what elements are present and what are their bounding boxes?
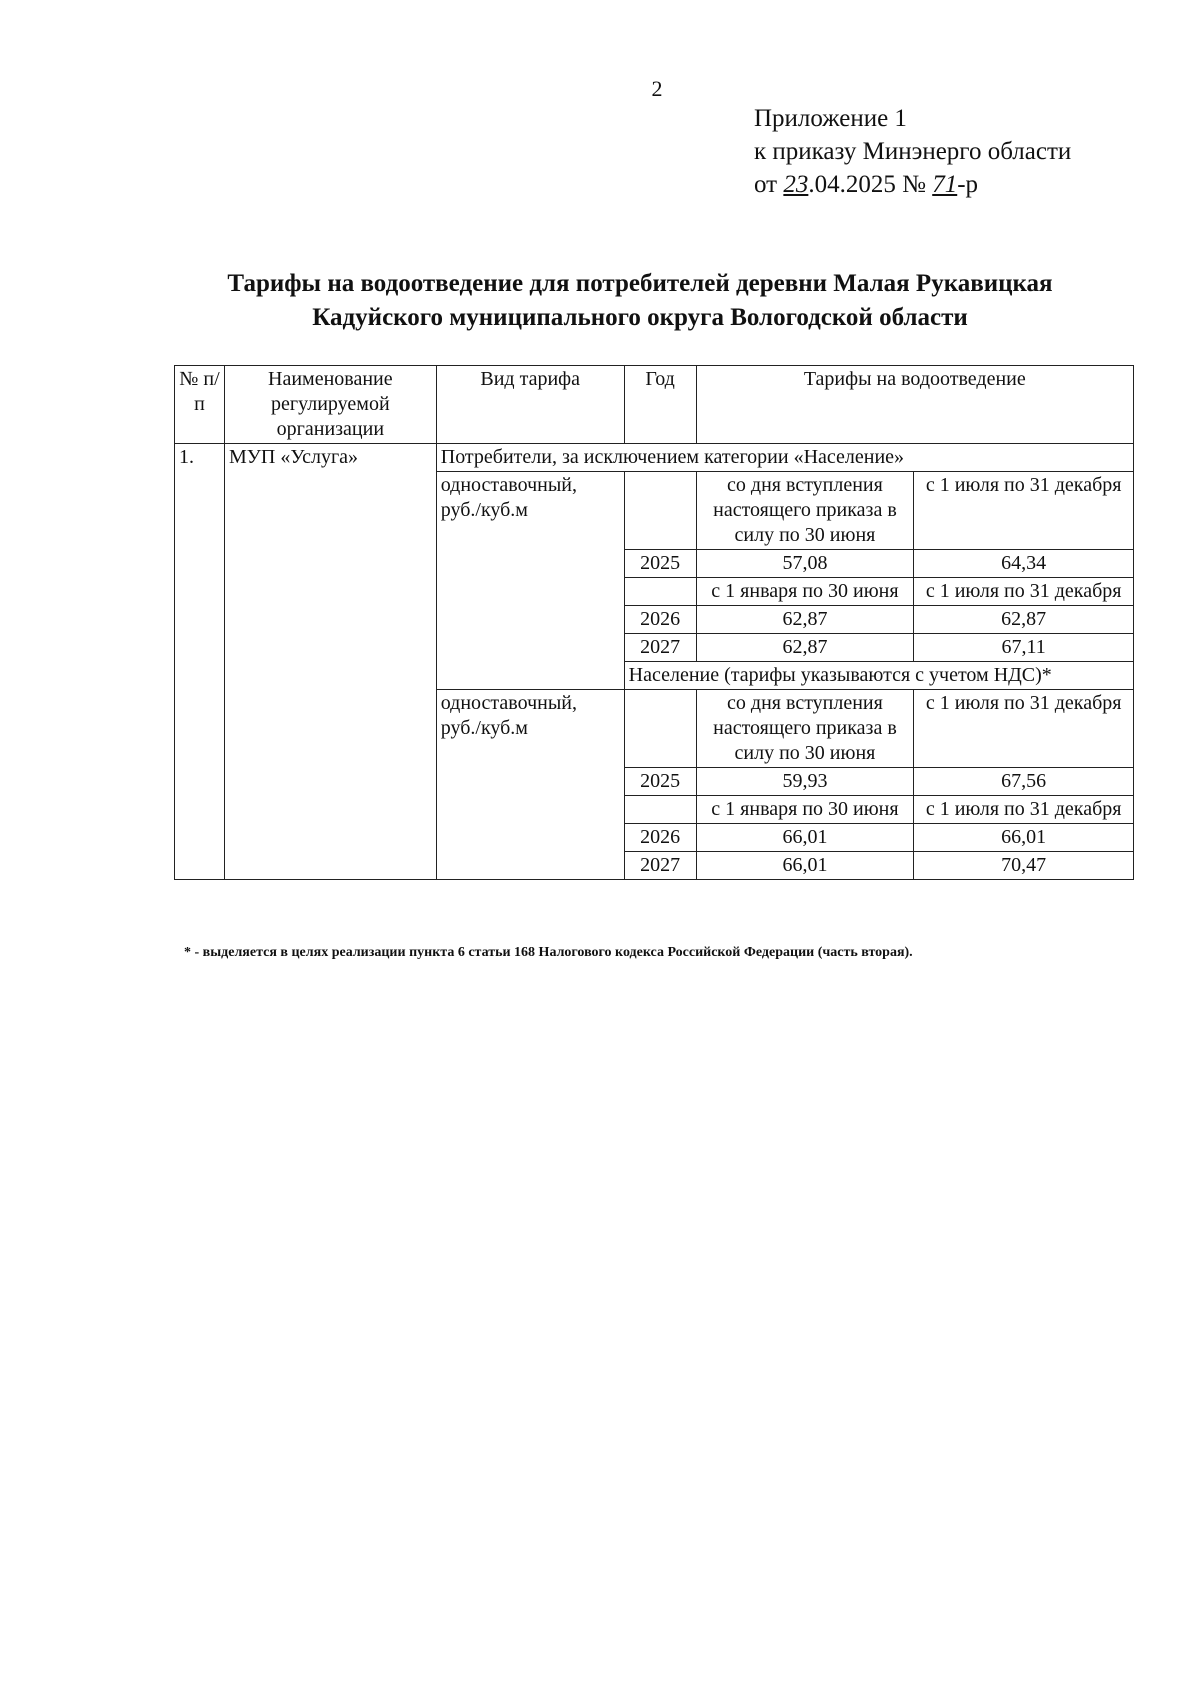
header-org: Наименование регулируемой организации: [224, 366, 436, 444]
section2-value-2025-1: 59,93: [696, 768, 914, 796]
date-mid: .04.2025 №: [808, 171, 933, 198]
section2-value-2026-2: 66,01: [914, 824, 1134, 852]
section2-period2-h2: с 1 июля по 31 декабря: [914, 796, 1134, 824]
section2-value-2027-2: 70,47: [914, 852, 1134, 880]
section1-year-2026: 2026: [624, 606, 696, 634]
section1-year-2025: 2025: [624, 550, 696, 578]
section2-year-2025: 2025: [624, 768, 696, 796]
section1-period2-h1: с 1 января по 30 июня: [696, 578, 914, 606]
appendix-line3: [754, 168, 1071, 201]
appendix-line1: Приложение 1: [754, 105, 907, 132]
header-year: Год: [624, 366, 696, 444]
section1-value-2027-2: 67,11: [914, 634, 1134, 662]
section2-period2-year-blank: [624, 796, 696, 824]
section1-period2-h2: с 1 июля по 31 декабря: [914, 578, 1134, 606]
section2-title: Население (тарифы указываются с учетом НДС)*: [624, 662, 1133, 690]
section2-tariff-type: одноставочный, руб./куб.м: [436, 690, 624, 880]
section1-value-2027-1: 62,87: [696, 634, 914, 662]
section1-period1-h1: со дня вступления настоящего приказа в силу по 30 июня: [696, 472, 914, 550]
section2-period1-h1: со дня вступления настоящего приказа в силу по 30 июня: [696, 690, 914, 768]
tariffs-table: [174, 365, 1134, 880]
section1-period1-h2: с 1 июля по 31 декабря: [914, 472, 1134, 550]
table-header-row: [175, 366, 1134, 444]
section1-value-2025-1: 57,08: [696, 550, 914, 578]
title-line1: Тарифы на водоотведение для потребителей деревни Малая Рукавицкая: [227, 270, 1053, 297]
page-number: 2: [651, 76, 663, 101]
appendix-line2: к приказу Минэнерго области: [754, 138, 1072, 165]
appendix-block: [754, 102, 1071, 201]
section2-period1-year-blank: [624, 690, 696, 768]
section2-period2-h1: с 1 января по 30 июня: [696, 796, 914, 824]
section2-period1-h2: с 1 июля по 31 декабря: [914, 690, 1134, 768]
section1-tariff-type: одноставочный, руб./куб.м: [436, 472, 624, 690]
order-day: 23: [783, 171, 809, 198]
header-num: № п/п: [175, 366, 225, 444]
section1-year-2027: 2027: [624, 634, 696, 662]
section2-value-2027-1: 66,01: [696, 852, 914, 880]
row-number: 1.: [175, 444, 225, 880]
org-name: МУП «Услуга»: [224, 444, 436, 880]
header-type: Вид тарифа: [436, 366, 624, 444]
order-suffix: -р: [957, 171, 979, 198]
section2-value-2026-1: 66,01: [696, 824, 914, 852]
footnote: * - выделяется в целях реализации пункта 6 статьи 168 Налогового кодекса Российской Федерации (часть вторая).: [184, 945, 913, 960]
table-row: [175, 444, 1134, 472]
order-number: 71: [932, 171, 958, 198]
section1-period2-year-blank: [624, 578, 696, 606]
section1-value-2026-1: 62,87: [696, 606, 914, 634]
date-prefix: от: [754, 171, 784, 198]
section1-value-2025-2: 64,34: [914, 550, 1134, 578]
section1-value-2026-2: 62,87: [914, 606, 1134, 634]
section1-title: Потребители, за исключением категории «Население»: [436, 444, 1133, 472]
document-title: [150, 267, 1130, 335]
section2-value-2025-2: 67,56: [914, 768, 1134, 796]
header-tariffs: Тарифы на водоотведение: [696, 366, 1133, 444]
section1-period1-year-blank: [624, 472, 696, 550]
section2-year-2026: 2026: [624, 824, 696, 852]
title-line2: Кадуйского муниципального округа Вологодской области: [312, 304, 968, 331]
section2-year-2027: 2027: [624, 852, 696, 880]
